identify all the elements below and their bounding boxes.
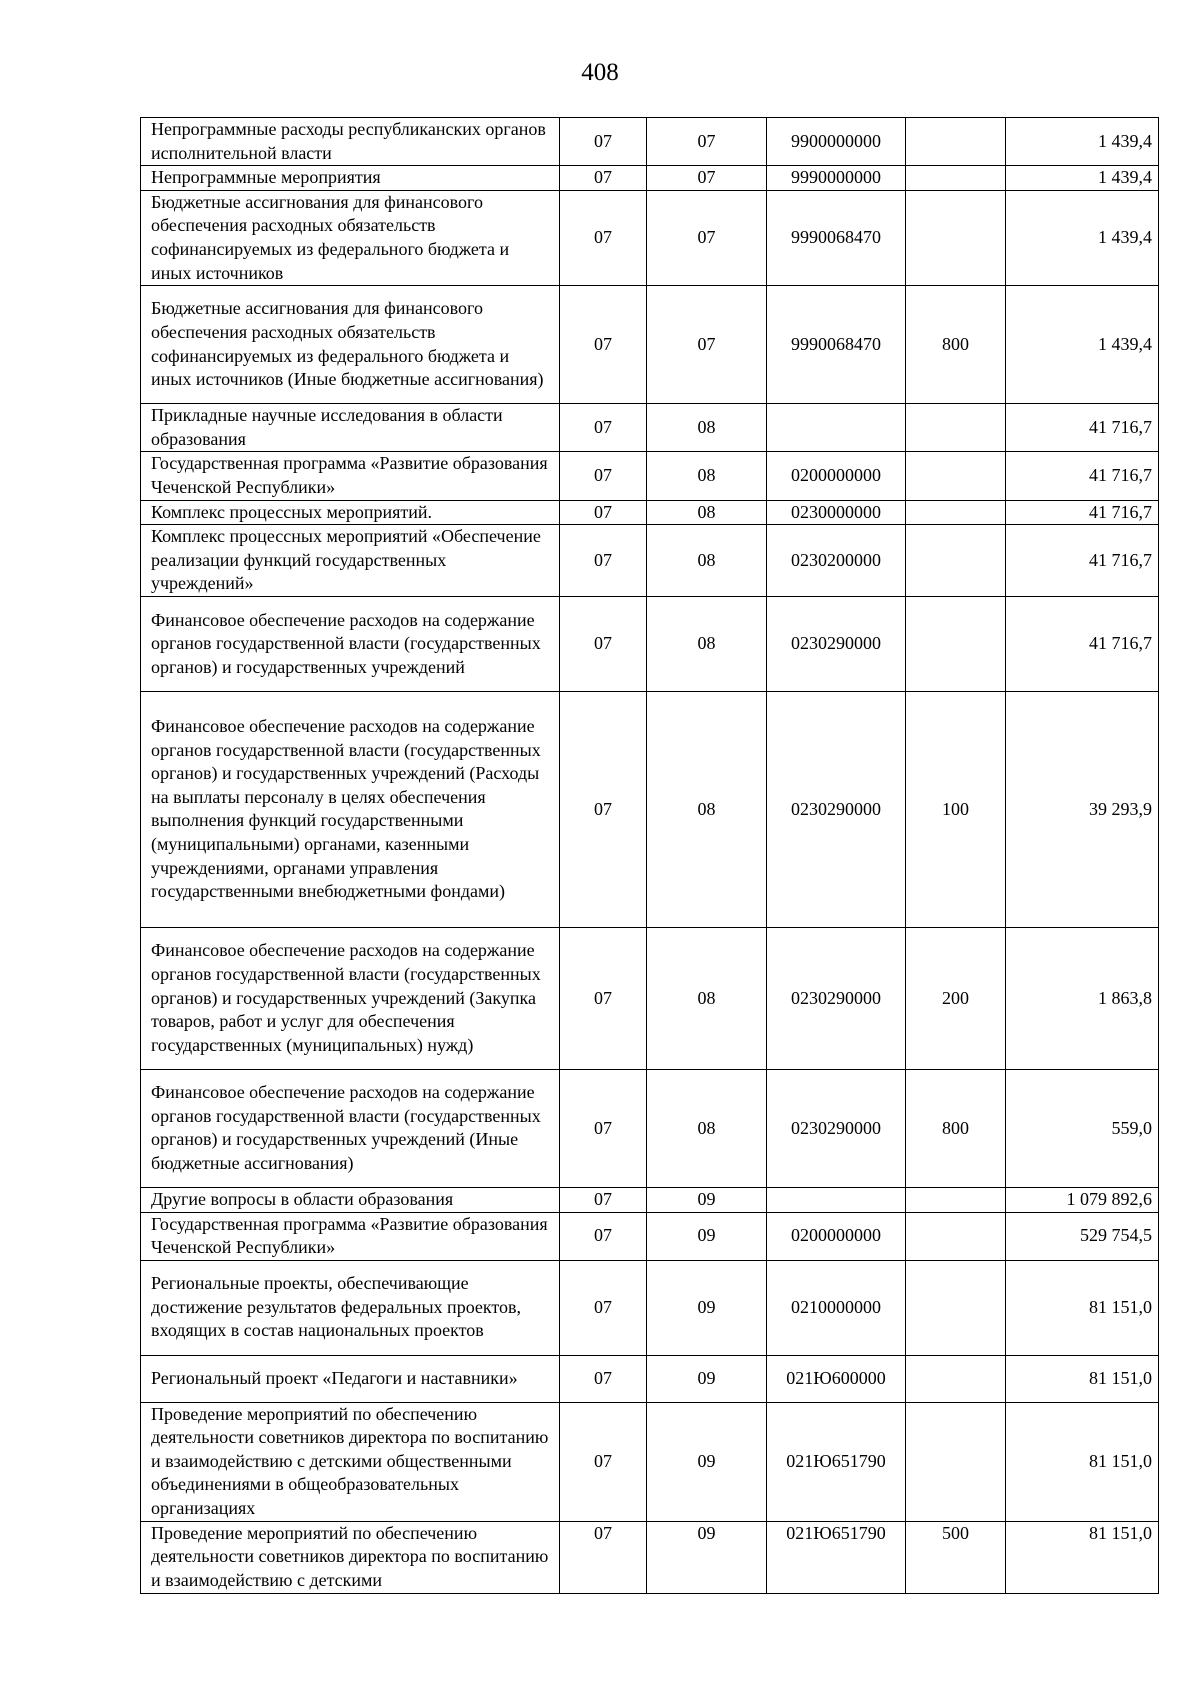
table-row [141, 190, 1159, 285]
section-code-cell: 07 [560, 286, 647, 404]
expense-type-cell [906, 500, 1006, 525]
table-row [141, 452, 1159, 500]
target-article-cell: 0200000000 [767, 1212, 906, 1260]
subsection-code-cell: 09 [647, 1187, 767, 1212]
amount-cell: 41 716,7 [1006, 596, 1159, 691]
expense-type-cell: 500 [906, 1521, 1006, 1593]
target-article-cell: 021Ю651790 [767, 1521, 906, 1593]
row-name-cell: Финансовое обеспечение расходов на содержание органов государственной власти (государственных органов) и государственных учреждений [141, 596, 560, 691]
row-name-cell: Региональный проект «Педагоги и наставники» [141, 1355, 560, 1402]
expense-type-cell [906, 596, 1006, 691]
row-name-cell: Другие вопросы в области образования [141, 1187, 560, 1212]
amount-cell: 529 754,5 [1006, 1212, 1159, 1260]
section-code-cell: 07 [560, 404, 647, 452]
expense-type-cell: 200 [906, 927, 1006, 1069]
target-article-cell: 0230000000 [767, 500, 906, 525]
row-name-cell: Проведение мероприятий по обеспечению деятельности советников директора по воспитанию и взаимодействию с детскими общественными объединениями в общеобразовательных организациях [141, 1402, 560, 1521]
section-code-cell: 07 [560, 166, 647, 191]
amount-cell: 81 151,0 [1006, 1260, 1159, 1355]
row-name-cell: Прикладные научные исследования в области образования [141, 404, 560, 452]
row-name-cell: Финансовое обеспечение расходов на содержание органов государственной власти (государственных органов) и государственных учреждений (Закупка товаров, работ и услуг для обеспечения государственных (муниципальных) нужд) [141, 927, 560, 1069]
target-article-cell: 9990000000 [767, 166, 906, 191]
row-name-cell: Финансовое обеспечение расходов на содержание органов государственной власти (государственных органов) и государственных учреждений (Расходы на выплаты персоналу в целях обеспечения выполнения функций государственными (муниципальными) органами, казенными учреждениями, органами управления государственными внебюджетными фондами) [141, 691, 560, 927]
amount-cell: 41 716,7 [1006, 525, 1159, 597]
subsection-code-cell: 07 [647, 286, 767, 404]
subsection-code-cell: 09 [647, 1355, 767, 1402]
amount-cell: 1 863,8 [1006, 927, 1159, 1069]
table-row [141, 596, 1159, 691]
amount-cell: 1 439,4 [1006, 118, 1159, 166]
row-name-cell: Бюджетные ассигнования для финансового обеспечения расходных обязательств софинансируемых из федерального бюджета и иных источников (Иные бюджетные ассигнования) [141, 286, 560, 404]
expense-type-cell: 800 [906, 1069, 1006, 1187]
target-article-cell: 0230290000 [767, 691, 906, 927]
subsection-code-cell: 09 [647, 1521, 767, 1593]
table-row [141, 1069, 1159, 1187]
table-row [141, 691, 1159, 927]
subsection-code-cell: 09 [647, 1260, 767, 1355]
expense-type-cell [906, 118, 1006, 166]
section-code-cell: 07 [560, 118, 647, 166]
amount-cell: 1 079 892,6 [1006, 1187, 1159, 1212]
amount-cell: 81 151,0 [1006, 1402, 1159, 1521]
amount-cell: 81 151,0 [1006, 1355, 1159, 1402]
row-name-cell: Государственная программа «Развитие образования Чеченской Республики» [141, 1212, 560, 1260]
amount-cell: 41 716,7 [1006, 404, 1159, 452]
section-code-cell: 07 [560, 596, 647, 691]
target-article-cell: 021Ю651790 [767, 1402, 906, 1521]
subsection-code-cell: 07 [647, 190, 767, 285]
table-row [141, 1212, 1159, 1260]
subsection-code-cell: 08 [647, 1069, 767, 1187]
expense-type-cell [906, 525, 1006, 597]
expense-type-cell [906, 1355, 1006, 1402]
section-code-cell: 07 [560, 525, 647, 597]
target-article-cell: 9990068470 [767, 190, 906, 285]
target-article-cell: 0230290000 [767, 1069, 906, 1187]
expense-type-cell [906, 1260, 1006, 1355]
section-code-cell: 07 [560, 1069, 647, 1187]
row-name-cell: Комплекс процессных мероприятий «Обеспечение реализации функций государственных учреждений» [141, 525, 560, 597]
row-name-cell: Бюджетные ассигнования для финансового обеспечения расходных обязательств софинансируемых из федерального бюджета и иных источников [141, 190, 560, 285]
row-name-cell: Непрограммные расходы республиканских органов исполнительной власти [141, 118, 560, 166]
expense-type-cell [906, 1402, 1006, 1521]
subsection-code-cell: 09 [647, 1402, 767, 1521]
row-name-cell: Непрограммные мероприятия [141, 166, 560, 191]
row-name-cell: Государственная программа «Развитие образования Чеченской Республики» [141, 452, 560, 500]
table-row [141, 286, 1159, 404]
section-code-cell: 07 [560, 190, 647, 285]
section-code-cell: 07 [560, 927, 647, 1069]
target-article-cell: 0230290000 [767, 927, 906, 1069]
section-code-cell: 07 [560, 1402, 647, 1521]
table-row [141, 1355, 1159, 1402]
expense-type-cell: 100 [906, 691, 1006, 927]
target-article-cell [767, 404, 906, 452]
row-name-cell: Региональные проекты, обеспечивающие достижение результатов федеральных проектов, входящих в состав национальных проектов [141, 1260, 560, 1355]
subsection-code-cell: 08 [647, 404, 767, 452]
expense-type-cell [906, 166, 1006, 191]
amount-cell: 1 439,4 [1006, 190, 1159, 285]
amount-cell: 559,0 [1006, 1069, 1159, 1187]
target-article-cell: 0230200000 [767, 525, 906, 597]
table-row [141, 1260, 1159, 1355]
section-code-cell: 07 [560, 500, 647, 525]
table-row [141, 1402, 1159, 1521]
section-code-cell: 07 [560, 1212, 647, 1260]
target-article-cell: 9990068470 [767, 286, 906, 404]
section-code-cell: 07 [560, 1260, 647, 1355]
section-code-cell: 07 [560, 1521, 647, 1593]
target-article-cell: 0230290000 [767, 596, 906, 691]
subsection-code-cell: 07 [647, 118, 767, 166]
expense-type-cell [906, 404, 1006, 452]
budget-table-body [141, 118, 1159, 1594]
table-row [141, 500, 1159, 525]
row-name-cell: Финансовое обеспечение расходов на содержание органов государственной власти (государственных органов) и государственных учреждений (Иные бюджетные ассигнования) [141, 1069, 560, 1187]
expense-type-cell [906, 452, 1006, 500]
amount-cell: 1 439,4 [1006, 286, 1159, 404]
expense-type-cell [906, 190, 1006, 285]
section-code-cell: 07 [560, 691, 647, 927]
page-number: 408 [581, 59, 619, 86]
expense-type-cell [906, 1187, 1006, 1212]
table-row [141, 166, 1159, 191]
section-code-cell: 07 [560, 1355, 647, 1402]
target-article-cell: 9900000000 [767, 118, 906, 166]
subsection-code-cell: 08 [647, 596, 767, 691]
expense-type-cell: 800 [906, 286, 1006, 404]
table-row [141, 118, 1159, 166]
amount-cell: 81 151,0 [1006, 1521, 1159, 1593]
table-row [141, 927, 1159, 1069]
table-row [141, 404, 1159, 452]
section-code-cell: 07 [560, 452, 647, 500]
table-row [141, 1187, 1159, 1212]
row-name-cell: Комплекс процессных мероприятий. [141, 500, 560, 525]
amount-cell: 41 716,7 [1006, 500, 1159, 525]
subsection-code-cell: 09 [647, 1212, 767, 1260]
subsection-code-cell: 08 [647, 525, 767, 597]
subsection-code-cell: 08 [647, 452, 767, 500]
row-name-cell: Проведение мероприятий по обеспечению деятельности советников директора по воспитанию и взаимодействию с детскими [141, 1521, 560, 1593]
subsection-code-cell: 08 [647, 691, 767, 927]
amount-cell: 41 716,7 [1006, 452, 1159, 500]
target-article-cell: 021Ю600000 [767, 1355, 906, 1402]
table-row [141, 1521, 1159, 1593]
budget-table [140, 117, 1159, 1594]
subsection-code-cell: 08 [647, 500, 767, 525]
subsection-code-cell: 08 [647, 927, 767, 1069]
target-article-cell: 0210000000 [767, 1260, 906, 1355]
amount-cell: 39 293,9 [1006, 691, 1159, 927]
section-code-cell: 07 [560, 1187, 647, 1212]
target-article-cell: 0200000000 [767, 452, 906, 500]
amount-cell: 1 439,4 [1006, 166, 1159, 191]
subsection-code-cell: 07 [647, 166, 767, 191]
target-article-cell [767, 1187, 906, 1212]
table-row [141, 525, 1159, 597]
expense-type-cell [906, 1212, 1006, 1260]
